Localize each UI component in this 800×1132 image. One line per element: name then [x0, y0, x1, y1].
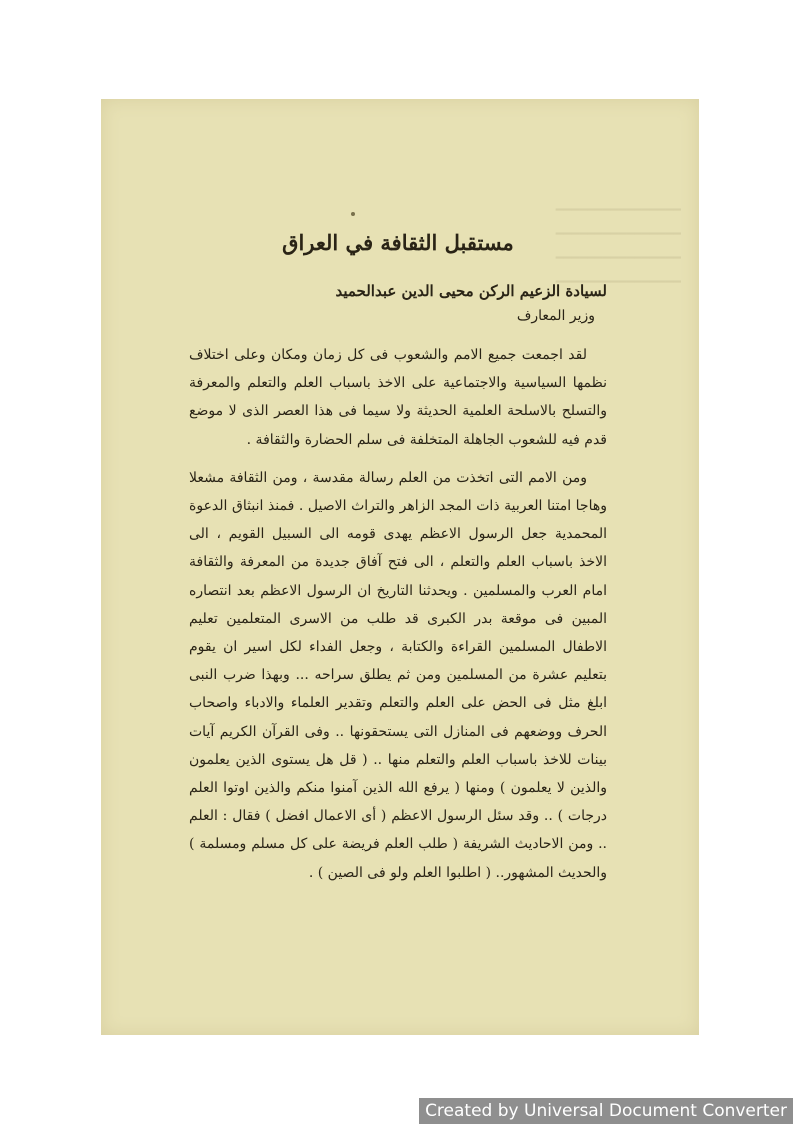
article-title: مستقبل الثقافة في العراق: [282, 230, 514, 255]
paragraph-1: لقد اجمعت جميع الامم والشعوب فى كل زمان ومكان وعلى اختلاف نظمها السياسية والاجتماعية على الاخذ باسباب العلم والتعلم والمعرفة والتسلح بالاسلحة العلمية الحديثة ولا سيما فى هذا العصر الذى لا موضع قدم فيه للشعوب الجاهلة المتخلفة فى سلم الحضارة والثقافة .: [189, 347, 607, 448]
article: [189, 227, 607, 887]
converter-watermark: Created by Universal Document Converter: [419, 1098, 793, 1124]
article-author: لسيادة الزعيم الركن محيى الدين عبدالحميد: [335, 282, 607, 300]
author-role: وزير المعارف: [516, 308, 595, 324]
ink-speck: [351, 212, 355, 216]
paragraph-2: ومن الامم التى اتخذت من العلم رسالة مقدسة ، ومن الثقافة مشعلا وهاجا امتنا العربية ذات المجد الزاهر والتراث الاصيل . فمنذ انبثاق الدعوة المحمدية جعل الرسول الاعظم يهدى قومه الى السبيل القويم ، الى الاخذ باسباب العلم والتعلم ، الى فتح آفاق جديدة من المعرفة والثقافة امام العرب والمسلمين . ويحدثنا التاريخ ان الرسول الاعظم بعد انتصاره المبين فى موقعة بدر الكبرى قد طلب من الاسرى المتعلمين تعليم الاطفال المسلمين القراءة والكتابة ، وجعل الفداء لكل اسير ان يقوم بتعليم عشرة من المسلمين ومن ثم يطلق سراحه ... وبهذا ضرب النبى ابلغ مثل فى الحض على العلم والتعلم وتقدير العلماء والادباء واصحاب الحرف ووضعهم فى المنازل التى يستحقونها .. وفى القرآن الكريم آيات بينات للاخذ باسباب العلم والتعلم منها .. ( قل هل يستوى الذين يعلمون والذين لا يعلمون ) ومنها ( يرفع الله الذين آمنوا منكم والذين اوتوا العلم درجات ) .. وقد سئل الرسول الاعظم ( أى الاعمال افضل ) فقال : العلم .. ومن الاحاديث الشريفة ( طلب العلم فريضة على كل مسلم ومسلمة ) والحديث المشهور.. ( اطلبوا العلم ولو فى الصين ) .: [189, 469, 607, 881]
scanned-page: [101, 99, 699, 1035]
bleed-through-shadow: ━━━━━━━━━━━━━━━━ ━━━━━━━━━━━━━━━━ ━━━━━━━━━━━━━━━━ ━━━━━━━━━━━━━━━━: [555, 203, 681, 290]
